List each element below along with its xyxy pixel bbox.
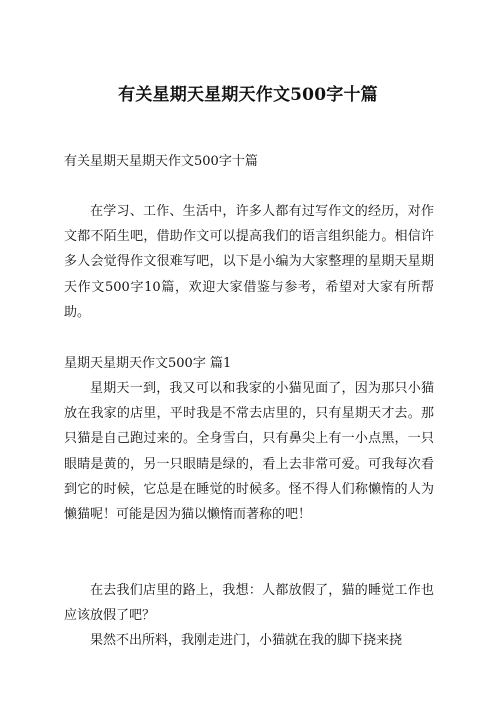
document-subtitle: 有关星期天星期天作文500字十篇 [64,154,258,169]
body-paragraph-2: 在去我们店里的路上，我想：人都放假了，猫的睡觉工作也应该放假了吧？ [64,583,434,624]
section-heading: 星期天星期天作文500字 篇1 [64,356,232,371]
document-title: 有关星期天星期天作文500字十篇 [118,85,378,105]
body-paragraph-3: 果然不出所料，我刚走进门，小猫就在我的脚下挠来挠 [90,633,403,648]
intro-paragraph: 在学习、工作、生活中，许多人都有过写作文的经历，对作文都不陌生吧，借助作文可以提高我们的语言组织能力。相信许多人会觉得作文很难写吧，以下是小编为大家整理的星期天星期天作文500字10篇，欢迎大家借鉴与参考，希望对大家有所帮助。 [64,204,434,320]
body-paragraph-1: 星期天一到，我又可以和我家的小猫见面了，因为那只小猫放在我家的店里，平时我是不常去店里的，只有星期天才去。那只猫是自己跑过来的。全身雪白，只有鼻尖上有一小点黑，一只眼睛是黄的，另一只眼睛是绿的，看上去非常可爱。可我每次看到它的时候，它总是在睡觉的时候多。怪不得人们称懒惰的人为懒猫呢！可能是因为猫以懒惰而著称的吧！ [64,381,434,523]
